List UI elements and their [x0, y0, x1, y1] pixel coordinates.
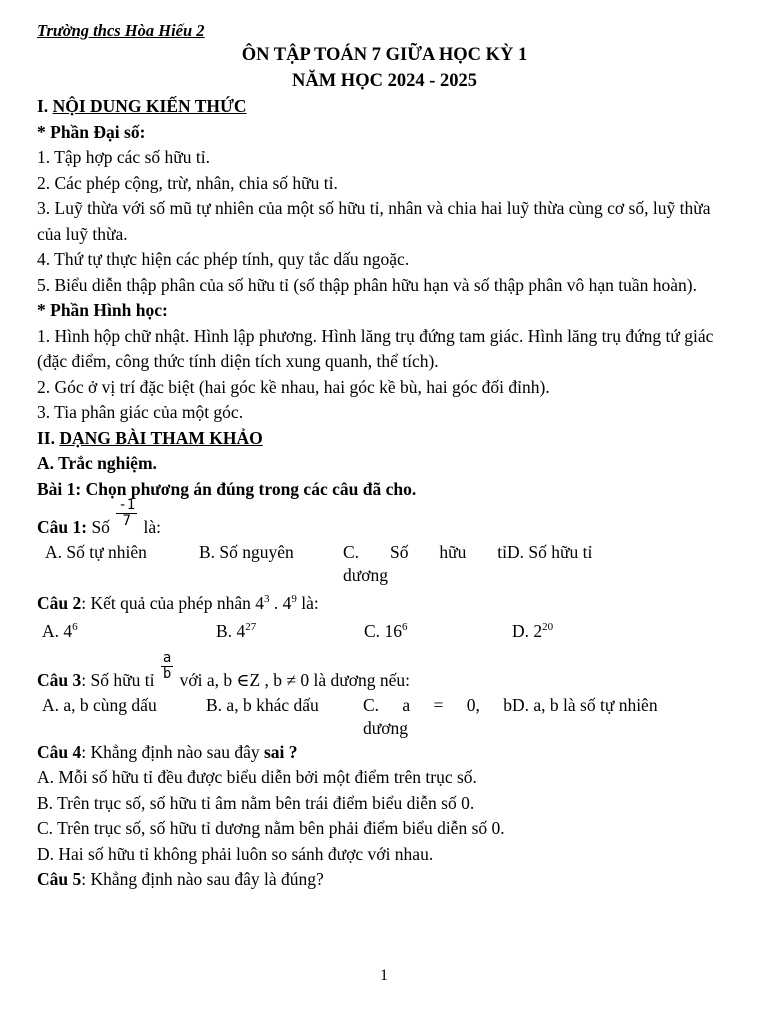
algebra-item: 1. Tập hợp các số hữu tỉ. [37, 147, 210, 167]
option-a[interactable]: A. $4^6$ [42, 621, 78, 641]
geometry-item: 2. Góc ở vị trí đặc biệt (hai góc kề nhau, hai góc kề bù, hai góc đối đỉnh). [37, 376, 550, 397]
algebra-heading: * Phần Đại số: [37, 121, 146, 142]
option-a[interactable]: A. Mỗi số hữu tỉ đều được biểu diễn bởi một điểm trên trục số. [37, 767, 477, 787]
question-3-options [37, 694, 732, 740]
section-1-title: NỘI DUNG KIẾN THỨC [52, 96, 247, 116]
algebra-item: 2. Các phép cộng, trừ, nhân, chia số hữu tỉ. [37, 172, 338, 193]
school-name: Trường thcs Hòa Hiếu 2 [37, 21, 205, 40]
option-d[interactable]: D. Hai số hữu tỉ không phải luôn so sánh được với nhau. [37, 843, 434, 864]
option-d[interactable]: D. a, b là số tự nhiên [512, 694, 658, 715]
question-5: Câu 5: Khẳng định nào sau đây là đúng? [37, 869, 324, 889]
page-number: 1 [380, 967, 388, 984]
algebra-item: 3. Luỹ thừa với số mũ tự nhiên của một số hữu tỉ, nhân và chia hai luỹ thừa cùng cơ số, luỹ thừa của luỹ thừa. [37, 198, 711, 244]
fraction: $\frac{a}{b}$ [162, 650, 172, 682]
option-d[interactable]: D. Số hữu tỉ [507, 541, 593, 562]
option-c[interactable]: C. Trên trục số, số hữu tỉ dương nằm bên phải điểm biểu diễn số 0. [37, 818, 505, 838]
geometry-item: 3. Tia phân giác của một góc. [37, 402, 244, 422]
document-page [37, 20, 732, 893]
question-2-options [37, 616, 732, 643]
school-year: NĂM HỌC 2024 - 2025 [292, 71, 477, 91]
question-1: Câu 1: Số $\frac{-1}{7}$ là: [37, 497, 162, 537]
section-2-title: DẠNG BÀI THAM KHẢO [59, 427, 263, 448]
exercise-1-heading: Bài 1: Chọn phương án đúng trong các câu đã cho. [37, 478, 417, 499]
option-b[interactable]: B. Số nguyên [199, 541, 294, 562]
document-title: ÔN TẬP TOÁN 7 GIỮA HỌC KỲ 1 [241, 45, 528, 65]
option-b[interactable]: B. a, b khác dấu [206, 694, 319, 715]
option-c[interactable]: C. Số hữu tỉ dương [343, 541, 507, 585]
option-c[interactable]: C. $16^6$ [364, 621, 408, 641]
algebra-item: 4. Thứ tự thực hiện các phép tính, quy tắc dấu ngoặc. [37, 249, 410, 269]
question-2: Câu 2: Kết quả của phép nhân $4^3$ . $4^9$ là: [37, 592, 319, 613]
question-1-options [37, 541, 732, 587]
section-2-heading: II. DẠNG BÀI THAM KHẢO [37, 427, 263, 448]
option-b[interactable]: B. $4^{27}$ [216, 621, 257, 641]
fraction: $\frac{-1}{7}$ [118, 497, 136, 529]
geometry-item: 1. Hình hộp chữ nhật. Hình lập phương. Hình lăng trụ đứng tam giác. Hình lăng trụ đứng tứ giác (đặc điểm, công thức tính diện tích xung quanh, thể tích). [37, 325, 714, 371]
option-b[interactable]: B. Trên trục số, số hữu tỉ âm nằm bên trái điểm biểu diễn số 0. [37, 792, 475, 813]
question-label: Câu 4 [37, 741, 82, 762]
option-d[interactable]: D. $2^{20}$ [512, 621, 554, 641]
question-label: Câu 3 [37, 670, 82, 690]
question-3: Câu 3: Số hữu tỉ $\frac{a}{b}$ với a, b ∈Z , b ≠ 0 là dương nếu: [37, 650, 411, 690]
question-label: Câu 5 [37, 869, 82, 889]
option-a[interactable]: A. a, b cùng dấu [42, 694, 157, 715]
part-a-heading: A. Trắc nghiệm. [37, 453, 157, 473]
question-label: Câu 1: [37, 517, 88, 537]
section-1-heading: I. NỘI DUNG KIẾN THỨC [37, 96, 247, 116]
algebra-item: 5. Biểu diễn thập phân của số hữu tỉ (số thập phân hữu hạn và số thập phân vô hạn tuần hoàn). [37, 274, 698, 295]
question-4: Câu 4: Khẳng định nào sau đây sai ? [37, 741, 298, 762]
question-label: Câu 2 [37, 592, 82, 613]
geometry-heading: * Phần Hình học: [37, 300, 168, 320]
option-c[interactable]: C. a = 0, b dương [363, 694, 512, 738]
option-a[interactable]: A. Số tự nhiên [45, 541, 147, 562]
